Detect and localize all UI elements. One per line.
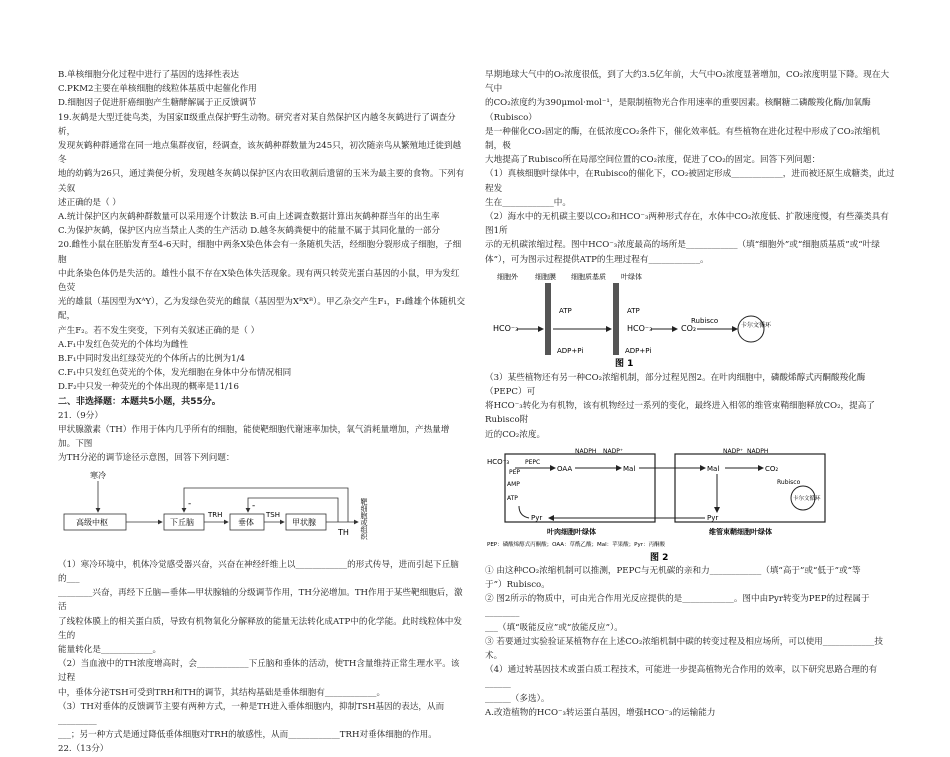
text-line: ________兴奋，再经下丘脑—垂体—甲状腺轴的分级调节作用，TH分泌增加。TH作用于某些靶细胞后，激活 — [58, 588, 463, 613]
target-label: 靶细胞或组织 — [360, 497, 368, 540]
calvin-label: 卡尔文循环 — [741, 321, 772, 329]
pyr-label: Pyr — [531, 513, 543, 522]
text-line: C.PKM2主要在单核细胞的线粒体基质中起催化作用 — [58, 84, 257, 95]
text-line: 早期地球大气中的O₂浓度很低，到了大约3.5亿年前，大气中O₂浓度显著增加，CO₂浓度明显下降。现在大气中 — [485, 70, 890, 95]
text-line: 将HCO⁻₃转化为有机物，该有机物经过一系列的变化，最终进入相邻的维管束鞘细胞释放CO₂，提高了Rubisco附 — [485, 401, 875, 426]
text-line: ______（多选）。 — [485, 693, 550, 704]
figure-2 — [485, 444, 895, 562]
text-line: （4）通过转基因技术或蛋白质工程技术，可能进一步提高植物光合作用的效率，以下研究思路合理的有______ — [485, 665, 878, 690]
left-column — [58, 68, 466, 757]
text-line: 发现灰鹤种群通常在同一地点集群夜宿，经调查，该灰鹤种群数量为245只，初次随亲鸟从繁殖地迁徙到越冬 — [58, 141, 462, 166]
text-line: D.F₂中只发一种荧光的个体出现的概率是11/16 — [58, 382, 239, 393]
text-line: 中，垂体分泌TSH可受到TRH和TH的调节，其结构基础是垂体细胞有____________。 — [58, 687, 386, 698]
hco3-label: HCO⁻₃ — [487, 457, 510, 466]
figure-1-caption: 图 1 — [615, 358, 634, 369]
text-line: ③ 若要通过实验验证某植物存在上述CO₂浓缩机制中碳的转变过程及相应场所，可以使用____________技术。 — [485, 636, 883, 662]
text-line: 的CO₂浓度约为390μmol·mol⁻¹，是限制植物光合作用速率的重要因素。核酮糖二磷酸羧化酶/加氧酶（Rubisco） — [485, 98, 871, 123]
mal-label-2: Mal — [707, 464, 720, 473]
text-line: 光的雄鼠（基因型为XᴬY），乙为发绿色荧光的雌鼠（基因型为XᴮXᴮ）。甲乙杂交产生F₁，F₁雌雄个体随机交配， — [58, 297, 466, 322]
text-line: A.统计保护区内灰鹤种群数量可以采用逐个计数法 B.可由上述调查数据计算出灰鹤种群当年的出生率 — [58, 212, 440, 223]
atp-label: ATP — [559, 306, 572, 315]
cell-membrane — [545, 283, 551, 355]
nadph-label: NADPH — [575, 447, 597, 455]
text-line: 能量转化是____________。 — [58, 644, 162, 655]
text-line: 产生F₂。若不发生突变，下列有关叙述正确的是（ ） — [58, 325, 260, 336]
pep-label: PEP — [509, 468, 521, 476]
text-line: 甲状腺激素（TH）作用于体内几乎所有的细胞，能使靶细胞代谢速率加快，氧气消耗量增加，产热量增加。下图 — [58, 425, 450, 450]
figure-2-svg — [485, 444, 855, 562]
text-line: 大地提高了Rubisco所在局部空间位置的CO₂浓度，促进了CO₂的固定。回答下列问题： — [485, 155, 821, 166]
hypothalamus-label: 下丘脑 — [170, 517, 194, 527]
co2-label: CO₂ — [765, 464, 779, 473]
text-line: 生在____________中。 — [485, 197, 571, 208]
amp-label: AMP — [507, 480, 520, 488]
chloroplast-membrane — [613, 283, 619, 355]
brain-label: 高级中枢 — [76, 517, 108, 527]
text-line: （1）寒冷环境中，机体冷觉感受器兴奋，兴奋在神经纤维上以____________的形式传导，进而引起下丘脑的___ — [58, 559, 459, 584]
mesophyll-label: 叶肉细胞叶绿体 — [547, 527, 596, 536]
text-line: ② 图2所示的物质中，可由光合作用光反应提供的是____________。图中由Pyr转变为PEP的过程属于________ — [485, 594, 870, 619]
text-line: （3）某些植物还有另一种CO₂浓缩机制，部分过程见图2。在叶肉细胞中，磷酸烯醇式丙酮酸羧化酶（PEPC）可 — [485, 372, 866, 398]
figure-1-svg — [485, 269, 785, 369]
mal-label: Mal — [623, 464, 636, 473]
question-head: 22.（13分） — [58, 744, 109, 755]
legend-text: PEP：磷酸烯醇式丙酮酸；OAA：草酰乙酸；Mal：苹果酸；Pyr：丙酮酸 — [487, 541, 665, 548]
sheath-chloroplast — [675, 454, 825, 522]
atp-label: ATP — [507, 494, 518, 502]
calvin-cycle-icon — [738, 316, 764, 342]
text-line: 是一种催化CO₂固定的酶，在低浓度CO₂条件下，催化效率低。有些植物在进化过程中形成了CO₂浓缩机制，极 — [485, 126, 880, 152]
nadp-label: NADP⁺ — [603, 447, 623, 455]
figure-2-caption: 图 2 — [650, 552, 669, 562]
outside-label: 细胞外 — [497, 272, 518, 281]
text-line: 体”），可为图示过程提供ATP的生理过程有____________。 — [485, 254, 709, 265]
hco3-outside: HCO⁻₃ — [493, 323, 519, 333]
nadph-label-2: NADPH — [747, 447, 769, 455]
text-line: 了线粒体膜上的相关蛋白质，导致有机物氧化分解释放的能量无法转化成ATP中的化学能。此时线粒体中发生的 — [58, 616, 462, 641]
question-head: 21.（9分） — [58, 410, 103, 421]
section-title: 二、非选择题：本题共5小题，共55分。 — [58, 396, 221, 407]
text-line: 中此条染色体仍是失活的。雄性小鼠不存在X染色体失活现象。现有两只转荧光蛋白基因的小鼠，甲为发红色荧 — [58, 268, 460, 294]
adp-label-2: ADP+Pi — [625, 346, 652, 355]
right-column — [485, 68, 895, 720]
text-line: 为TH分泌的调节途径示意图，回答下列问题： — [58, 453, 235, 464]
oaa-label: OAA — [557, 464, 573, 473]
co2-label: CO₂ — [681, 323, 697, 333]
text-line: （2）当血液中的TH浓度增高时，会____________下丘脑和垂体的活动，使TH含量维持正常生理水平。该过程 — [58, 659, 460, 684]
text-line: （2）海水中的无机碳主要以CO₂和HCO⁻₃两种形式存在，水体中CO₂浓度低、扩散速度慢，有些藻类具有图1所 — [485, 212, 889, 237]
trh-label: TRH — [208, 510, 223, 519]
cytoplasm-label: 细胞质基质 — [571, 272, 606, 281]
text-line: 于”）Rubisco。 — [485, 580, 550, 591]
minus-sign: - — [252, 500, 256, 511]
calvin-label: 卡尔文循环 — [793, 495, 821, 502]
text-line: ① 由这种CO₂浓缩机制可以推测，PEPC与无机碳的亲和力____________（填“高于”或“低于”或“等 — [485, 565, 861, 576]
pepc-label: PEPC — [525, 458, 541, 466]
minus-sign: - — [188, 498, 192, 509]
th-regulation-diagram — [58, 468, 466, 556]
rubisco-label: Rubisco — [777, 478, 801, 486]
text-line: A.改造植物的HCO⁻₃转运蛋白基因，增强HCO⁻₃的运输能力 — [485, 707, 716, 718]
text-line: D.细胞因子促进肝癌细胞产生糖酵解属于正反馈调节 — [58, 98, 257, 109]
cold-label: 寒冷 — [90, 470, 106, 480]
pyr-label-2: Pyr — [707, 513, 719, 522]
rubisco-label: Rubisco — [691, 316, 719, 325]
adp-label: ADP+Pi — [557, 346, 584, 355]
text-line: 示的无机碳浓缩过程。图中HCO⁻₃浓度最高的场所是____________（填“细胞外”或“细胞质基质”或“叶绿 — [485, 240, 880, 251]
text-line: （3）TH对垂体的反馈调节主要有两种方式，一种是TH进入垂体细胞内，抑制TSH基因的表达，从而_________ — [58, 701, 445, 726]
text-line: ___（填“吸能反应”或“放能反应”）。 — [485, 622, 623, 633]
text-line: 19.灰鹤是大型迁徙鸟类，为国家Ⅱ级重点保护野生动物。研究者对某自然保护区内越冬灰鹤进行了调查分析， — [58, 112, 456, 137]
text-line: ___；另一种方式是通过降低垂体细胞对TRH的敏感性，从而____________TRH对垂体细胞的作用。 — [58, 730, 437, 741]
nadp-label-2: NADP⁺ — [723, 447, 743, 455]
sheath-label: 维管束鞘细胞叶绿体 — [709, 527, 772, 536]
text-line: 20.雌性小鼠在胚胎发育至4-6天时，细胞中两条X染色体会有一条随机失活，经细胞分裂形成子细胞，子细胞 — [58, 240, 462, 265]
text-line: B.F₁中同时发出红绿荧光的个体所占的比例为1/4 — [58, 354, 245, 365]
text-line: C.为保护灰鹤，保护区内应当禁止人类的生产活动 D.越冬灰鹤粪便中的能量不属于其同化量的一部分 — [58, 226, 440, 237]
tsh-label: TSH — [266, 510, 280, 519]
text-line: （1）真核细胞叶绿体中，在Rubisco的催化下，CO₂被固定形成____________，进而被还原生成糖类，此过程发 — [485, 169, 895, 194]
figure-1 — [485, 269, 895, 369]
hco3-chloroplast: HCO⁻₃ — [627, 323, 653, 333]
chloroplast-label: 叶绿体 — [621, 272, 642, 281]
th-label: TH — [338, 527, 349, 537]
thyroid-label: 甲状腺 — [292, 517, 316, 527]
atp-label-2: ATP — [627, 306, 640, 315]
text-line: 地的幼鹤为26只，通过粪便分析，发现越冬灰鹤以保护区内农田收割后遗留的玉米为最主要的食物。下列有关叙 — [58, 169, 465, 194]
text-line: 述正确的是（ ） — [58, 197, 121, 208]
th-regulation-svg — [58, 468, 388, 556]
text-line: A.F₁中发红色荧光的个体均为雌性 — [58, 339, 189, 350]
text-line: 近的CO₂浓度。 — [485, 429, 546, 440]
text-line: B.单核细胞分化过程中进行了基因的选择性表达 — [58, 70, 239, 80]
pituitary-label: 垂体 — [238, 517, 254, 527]
text-line: C.F₁中只发红色荧光的个体，发光细胞在身体中分布情况相同 — [58, 368, 292, 379]
membrane-label: 细胞膜 — [535, 272, 556, 281]
